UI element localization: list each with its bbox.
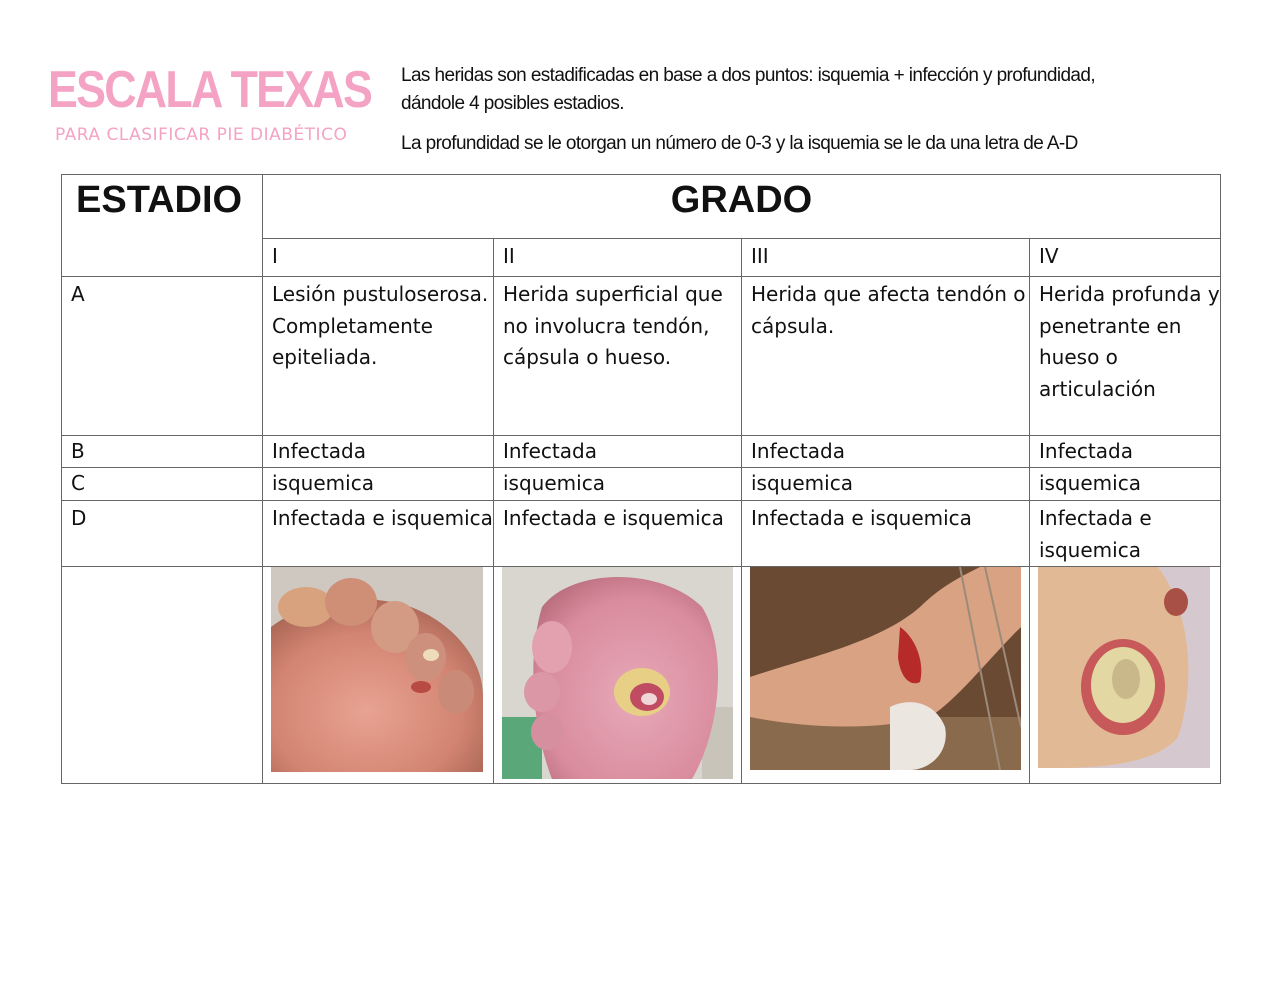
table-row-d bbox=[62, 501, 1221, 567]
cell-a-i: Lesión pustuloserosa. Completamente epiteliada. bbox=[263, 277, 494, 436]
cell-b-iv: Infectada bbox=[1030, 436, 1221, 468]
foot-sole-ulcer-photo-icon bbox=[502, 567, 733, 779]
photo-row-empty-cell bbox=[62, 567, 263, 784]
page-title: ESCALA TEXAS bbox=[48, 61, 372, 119]
table-header-row bbox=[62, 175, 1221, 239]
header-grado: GRADO bbox=[263, 175, 1221, 239]
ankle-deep-ulcer-photo-icon bbox=[1038, 567, 1210, 768]
cell-a-ii: Herida superficial que no involucra tendón, cápsula o hueso. bbox=[494, 277, 742, 436]
stage-label-c: C bbox=[62, 468, 263, 501]
grade-header-i: I bbox=[263, 239, 494, 277]
cell-d-ii: Infectada e isquemica bbox=[494, 501, 742, 567]
stage-label-b: B bbox=[62, 436, 263, 468]
table-row-photos bbox=[62, 567, 1221, 784]
table-row-b bbox=[62, 436, 1221, 468]
table-row-c bbox=[62, 468, 1221, 501]
page-subtitle: PARA CLASIFICAR PIE DIABÉTICO bbox=[55, 125, 348, 145]
photo-cell-ii bbox=[494, 567, 742, 784]
intro-text bbox=[401, 62, 1161, 158]
cell-b-ii: Infectada bbox=[494, 436, 742, 468]
photo-cell-i bbox=[263, 567, 494, 784]
cell-b-iii: Infectada bbox=[742, 436, 1030, 468]
grade-header-ii: II bbox=[494, 239, 742, 277]
stage-label-d: D bbox=[62, 501, 263, 567]
foot-heel-wound-photo-icon bbox=[750, 567, 1021, 770]
cell-c-ii: isquemica bbox=[494, 468, 742, 501]
cell-c-i: isquemica bbox=[263, 468, 494, 501]
cell-b-i: Infectada bbox=[263, 436, 494, 468]
stage-label-a: A bbox=[62, 277, 263, 436]
cell-c-iv: isquemica bbox=[1030, 468, 1221, 501]
cell-d-iii: Infectada e isquemica bbox=[742, 501, 1030, 567]
grade-header-iii: III bbox=[742, 239, 1030, 277]
foot-toes-lesion-photo-icon bbox=[271, 567, 483, 772]
header-estadio: ESTADIO bbox=[62, 175, 263, 277]
cell-a-iv: Herida profunda y penetrante en hueso o articulación bbox=[1030, 277, 1221, 436]
table-row-a bbox=[62, 277, 1221, 436]
cell-c-iii: isquemica bbox=[742, 468, 1030, 501]
cell-a-iii: Herida que afecta tendón o cápsula. bbox=[742, 277, 1030, 436]
grade-header-iv: IV bbox=[1030, 239, 1221, 277]
photo-cell-iii bbox=[742, 567, 1030, 784]
cell-d-i: Infectada e isquemica bbox=[263, 501, 494, 567]
photo-cell-iv bbox=[1030, 567, 1221, 784]
intro-paragraph-2: La profundidad se le otorgan un número de 0-3 y la isquemia se le da una letra de A-D bbox=[401, 133, 1078, 154]
cell-d-iv: Infectada e isquemica bbox=[1030, 501, 1221, 567]
texas-scale-table bbox=[61, 174, 1221, 784]
intro-paragraph-1: Las heridas son estadificadas en base a dos puntos: isquemia + infección y profundidad, dándole 4 posibles estadios. bbox=[401, 65, 1096, 114]
